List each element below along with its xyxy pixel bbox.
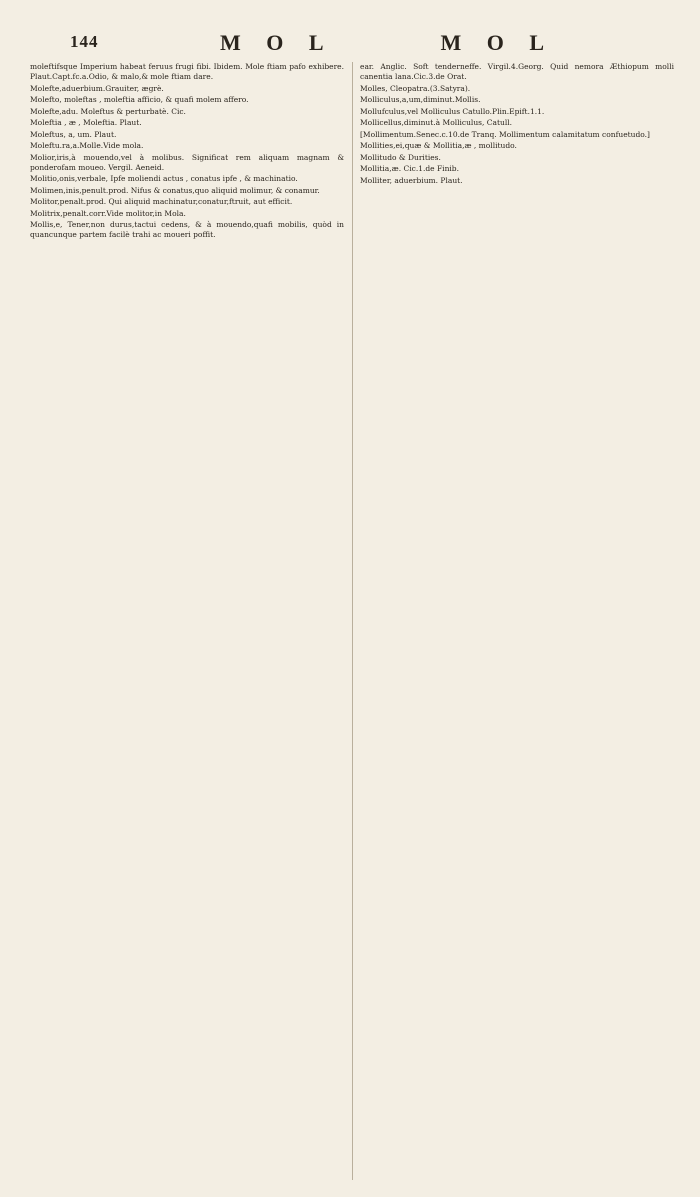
dictionary-entry: Moleftu.ra,a.Molle.Vide mola. <box>30 141 144 150</box>
page-number: 144 <box>70 32 99 51</box>
dictionary-entry: Molitrix,penalt.corr.Vide molitor,in Mola. <box>30 208 186 218</box>
dictionary-entry: Molliculus,a,um,diminut.Mollis. <box>360 95 481 104</box>
dictionary-entry: Mollities,ei,quæ & Mollitia,æ , mollitudo. <box>360 141 517 150</box>
dictionary-entry: Mollitia,æ. Cic.1.de Finib. <box>360 164 459 173</box>
dictionary-entry: [Mollimentum.Senec.c.10.de Tranq. Mollimentum calamitatum confuetudo.] <box>360 129 650 139</box>
dictionary-entry: Moleftia , æ , Moleftia. Plaut. <box>30 118 142 127</box>
dictionary-entry: Mollicellus,diminut.à Molliculus, Catull. <box>360 118 513 127</box>
dictionary-entry: moleftifsque Imperium habeat feruus frugi fibi. Ibidem. Mole ftiam pafo exhibere. Plaut.Capt.fc.a.Odio, & malo,& mole ftiam dare. <box>30 62 344 81</box>
dictionary-entry: Molitio,onis,verbale, Ipfe moliendi actus , conatus ipfe , & machinatio. <box>30 174 298 183</box>
dictionary-entry: Molefte,adu. Moleftus & perturbatè. Cic. <box>30 106 186 116</box>
dictionary-entry: Mollufculus,vel Molliculus Catullo.Plin.Epift.1.1. <box>360 106 545 116</box>
dictionary-entry: Molimen,inis,penult.prod. Nifus & conatus,quo aliquid molimur, & conamur. <box>30 185 320 195</box>
dictionary-entry: Molior,iris,à mouendo,vel à molibus. Significat rem aliquam magnam & ponderofam moueo. Vergil. Aeneid. <box>30 152 344 172</box>
dictionary-entry: Moleftus, a, um. Plaut. <box>30 129 117 139</box>
dictionary-entry: ear. Anglic. Soft tenderneffe. Virgil.4.Georg. Quid nemora Æthiopum molli canentia lana.Cic.3.de Orat. <box>360 62 674 81</box>
dictionary-entry: Molles, Cleopatra.(3.Satyra). <box>360 83 471 93</box>
dictionary-entry: Mollitudo & Durities. <box>360 152 441 162</box>
running-header <box>30 24 674 56</box>
column-divider <box>352 62 353 1180</box>
dictionary-entry: Molefte,aduerbium.Grauiter, ægrè. <box>30 83 164 93</box>
dictionary-entry: Mollis,e, Tener,non durus,tactui cedens, & à mouendo,quafi mobilis, quòd in quancunque partem facilè trahi ac moueri poffit. <box>30 220 344 239</box>
dictionary-entry: Molefto, moleftas , moleftia afficio, & quafi molem affero. <box>30 95 249 104</box>
text-columns <box>30 62 674 1180</box>
dictionary-entry: Molitor,penalt.prod. Qui aliquid machinatur,conatur,ftruit, aut efficit. <box>30 197 293 206</box>
right-column <box>360 62 674 1180</box>
dictionary-entry: Molliter, aduerbium. Plaut. <box>360 175 463 185</box>
running-head-right: M O L <box>440 30 554 55</box>
running-head-left: M O L <box>220 30 334 55</box>
left-column <box>30 62 344 1180</box>
